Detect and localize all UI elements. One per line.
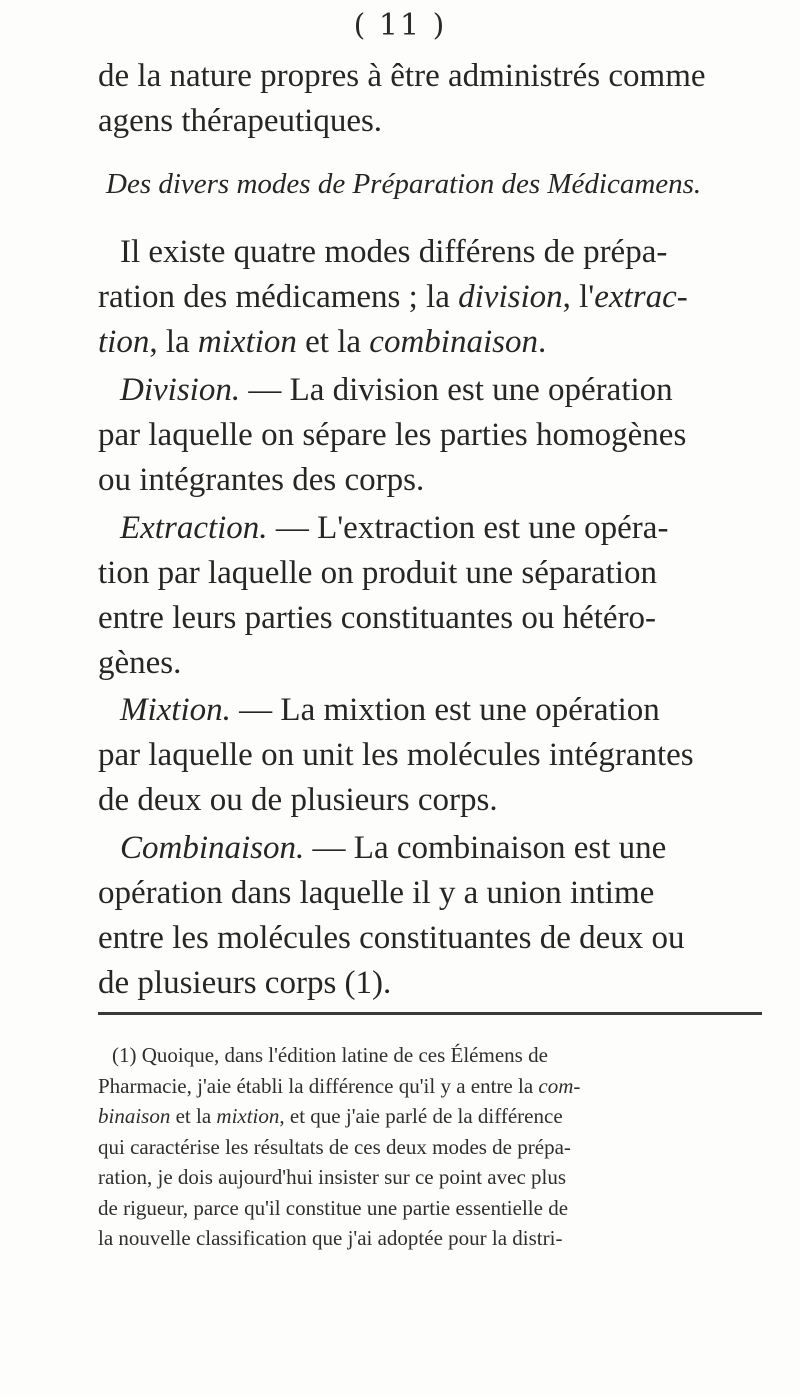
text-line — [98, 826, 738, 871]
definition-term: Mixtion. — [120, 692, 231, 728]
text-run: et la — [170, 1104, 217, 1128]
text-line: de la nature propres à être administrés comme — [98, 58, 706, 94]
text-line — [98, 506, 738, 551]
footnote — [98, 1040, 762, 1254]
paragraph-modes — [98, 230, 738, 365]
term-combinaison: com- — [538, 1073, 581, 1098]
term-combinaison-end: binaison — [98, 1104, 171, 1128]
text-run: — La division est une opération — [240, 372, 673, 408]
text-line: entre leurs parties constituantes ou hétéro- — [98, 600, 657, 636]
text-line: agens thérapeutiques. — [98, 103, 383, 139]
text-line: Il existe quatre modes différens de prépa- — [120, 234, 668, 270]
text-run: , et que j'aie parlé de la différence — [279, 1104, 563, 1128]
term-combinaison: combinaison — [369, 324, 538, 360]
text-run: , la — [149, 324, 198, 360]
text-line — [98, 320, 738, 365]
page-number: ( 11 ) — [353, 8, 447, 43]
term-mixtion: mixtion — [216, 1104, 280, 1128]
footnote-line — [98, 1071, 762, 1102]
text-line: par laquelle on unit les molécules intégrantes — [98, 737, 694, 773]
footnote-line: ration, je dois aujourd'hui insister sur ce point avec plus — [98, 1165, 567, 1189]
text-line — [98, 368, 738, 413]
term-extraction-end: tion — [98, 324, 150, 360]
section-heading: Des divers modes de Préparation des Médicamens. — [106, 168, 702, 200]
text-line: de plusieurs corps (1). — [98, 965, 392, 1001]
text-line: opération dans laquelle il y a union intime — [98, 875, 655, 911]
text-run: Pharmacie, j'aie établi la différence qu'il y a entre la — [98, 1073, 539, 1098]
footnote-line: la nouvelle classification que j'ai adoptée pour la distri- — [98, 1226, 563, 1250]
footnote-rule — [98, 1012, 762, 1015]
term-division: division — [458, 279, 563, 315]
paragraph-mixtion — [98, 688, 738, 823]
paragraph-combinaison — [98, 826, 738, 1006]
term-mixtion: mixtion — [197, 324, 297, 360]
definition-term: Combinaison. — [120, 830, 305, 866]
text-line — [98, 275, 738, 320]
footnote-line — [98, 1101, 762, 1132]
text-run: — La combinaison est une — [304, 830, 667, 866]
text-line: de deux ou de plusieurs corps. — [98, 782, 498, 818]
definition-term: Extraction. — [120, 510, 268, 546]
footnote-line: de rigueur, parce qu'il constitue une partie essentielle de — [98, 1195, 569, 1220]
paragraph-division — [98, 368, 738, 503]
footnote-line: (1) Quoique, dans l'édition latine de ces Élémens de — [112, 1043, 548, 1067]
text-line: ou intégrantes des corps. — [98, 462, 425, 498]
text-line: entre les molécules constituantes de deux ou — [98, 920, 685, 956]
text-run: . — [537, 324, 547, 360]
text-line — [98, 688, 738, 733]
text-run: et la — [296, 324, 370, 360]
footnote-line: qui caractérise les résultats de ces deux modes de prépa- — [98, 1134, 571, 1159]
term-extraction: extrac- — [594, 279, 688, 315]
text-line: tion par laquelle on produit une séparation — [98, 555, 658, 591]
text-line: par laquelle on sépare les parties homogènes — [98, 417, 687, 453]
definition-term: Division. — [120, 372, 241, 408]
text-line: gènes. — [98, 645, 182, 681]
paragraph-extraction — [98, 506, 738, 686]
text-run: , l' — [562, 279, 595, 315]
text-run: ration des médicamens ; la — [98, 279, 459, 315]
text-run: — L'extraction est une opéra- — [267, 510, 669, 546]
intro-paragraph — [98, 54, 738, 144]
text-run: — La mixtion est une opération — [230, 692, 660, 728]
